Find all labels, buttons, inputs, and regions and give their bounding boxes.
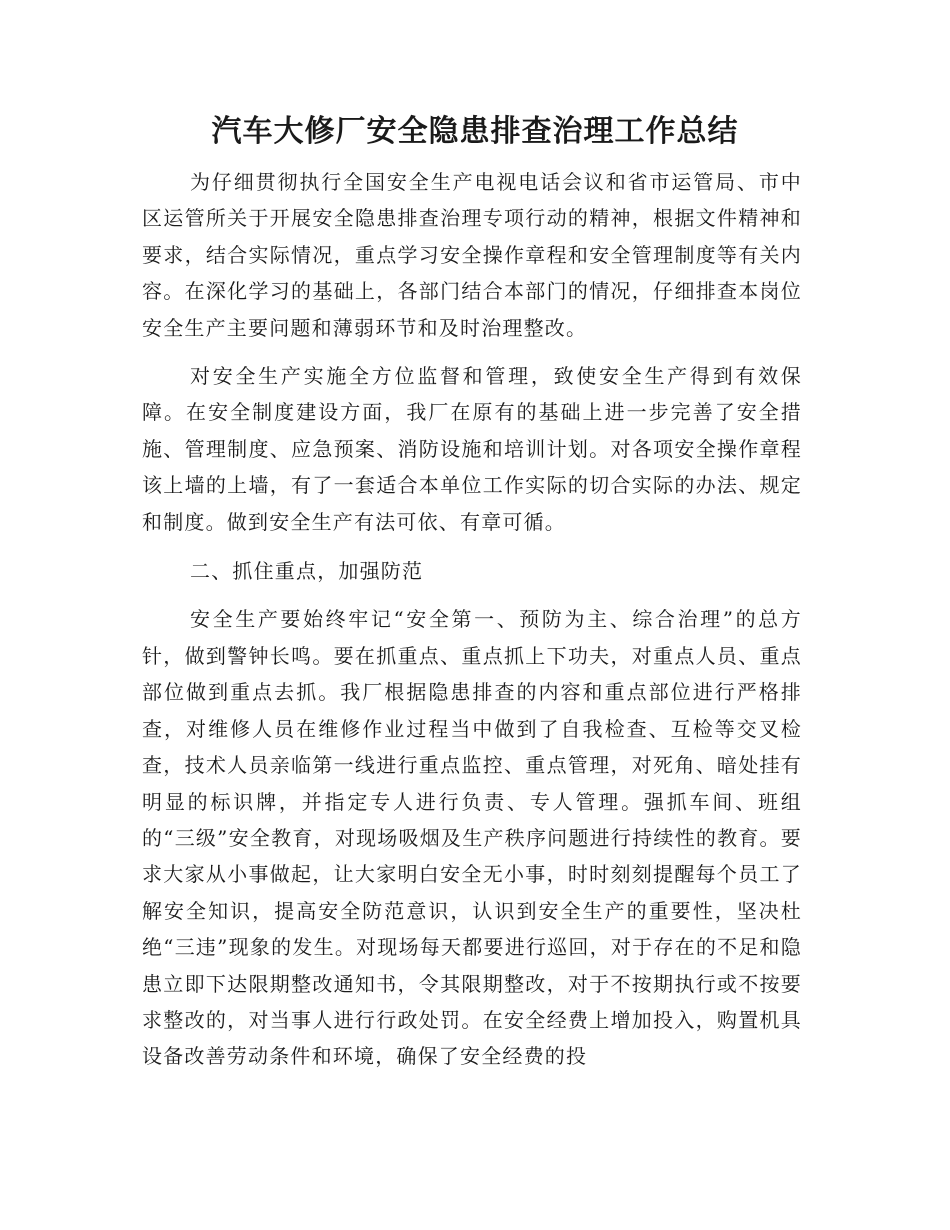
- paragraph-supervision: 对安全生产实施全方位监督和管理，致使安全生产得到有效保障。在安全制度建设方面，我厂在原有的基础上进一步完善了安全措施、管理制度、应急预案、消防设施和培训计划。对各项安全操作章程该上墙的上墙，有了一套适合本单位工作实际的切合实际的办法、规定和制度。做到安全生产有法可依、有章可循。: [142, 364, 802, 534]
- document-body: [142, 164, 802, 1075]
- paragraph-intro: 为仔细贯彻执行全国安全生产电视电话会议和省市运管局、市中区运管所关于开展安全隐患排查治理专项行动的精神，根据文件精神和要求，结合实际情况，重点学习安全操作章程和安全管理制度等有关内容。在深化学习的基础上，各部门结合本部门的情况，仔细排查本岗位安全生产主要问题和薄弱环节和及时治理整改。: [142, 170, 802, 340]
- section-heading: 二、抓住重点，加强防范: [190, 559, 424, 584]
- paragraph-key-points: 安全生产要始终牢记“安全第一、预防为主、综合治理”的总方针，做到警钟长鸣。要在抓重点、重点抓上下功夫，对重点人员、重点部位做到重点去抓。我厂根据隐患排查的内容和重点部位进行严格排查，对维修人员在维修作业过程当中做到了自我检查、互检等交叉检查，技术人员亲临第一线进行重点监控、重点管理，对死角、暗处挂有明显的标识牌，并指定专人进行负责、专人管理。强抓车间、班组的“三级”安全教育，对现场吸烟及生产秩序问题进行持续性的教育。要求大家从小事做起，让大家明白安全无小事，时时刻刻提醒每个员工了解安全知识，提高安全防范意识，认识到安全生产的重要性，坚决杜绝“三违”现象的发生。对现场每天都要进行巡回，对于存在的不足和隐患立即下达限期整改通知书，令其限期整改，对于不按期执行或不按要求整改的，对当事人进行行政处罚。在安全经费上增加投入，购置机具设备改善劳动条件和环境，确保了安全经费的投: [142, 607, 802, 1069]
- document-title: 汽车大修厂安全隐患排查治理工作总结: [211, 114, 739, 149]
